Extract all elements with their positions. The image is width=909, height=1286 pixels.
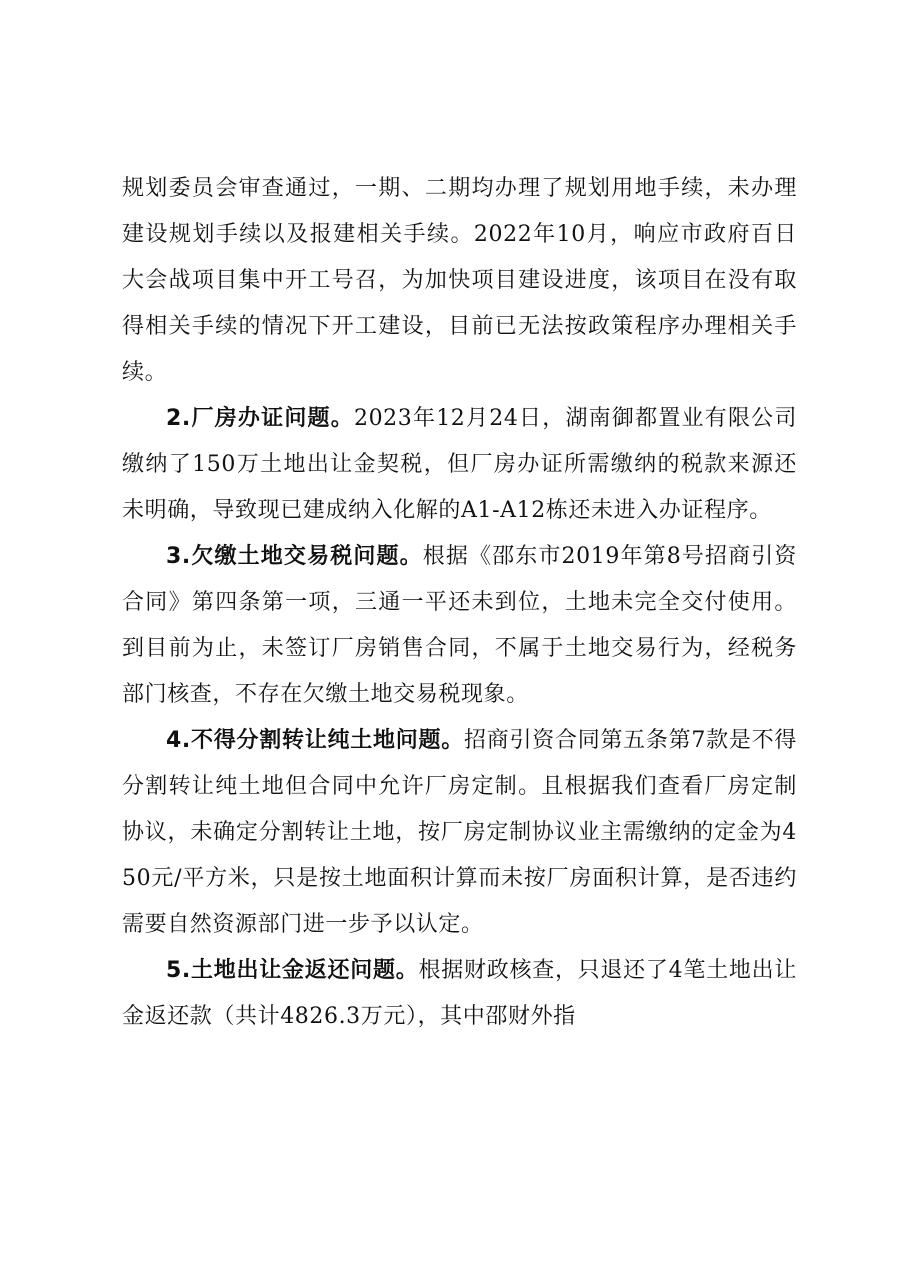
paragraph-text: 根据《邵东市2019年第8号招商引资合同》第四条第一项，三通一平还未到位，土地未完全交付使用。到目前为止，未签订厂房销售合同，不属于土地交易行为，经税务部门核查，不存在欠缴土地交易税现象。 — [122, 544, 797, 707]
paragraph-heading: 2.厂房办证问题。 — [166, 406, 354, 431]
paragraph-text: 招商引资合同第五条第7款是不得分割转让纯土地但合同中允许厂房定制。且根据我们查看厂房定制协议，未确定分割转让土地，按厂房定制协议业主需缴纳的定金为450元/平方米，只是按土地面积计算而未按厂房面积计算，是否违约需要自然资源部门进一步予以认定。 — [122, 728, 798, 937]
paragraph-text: 规划委员会审查通过，一期、二期均办理了规划用地手续，未办理建设规划手续以及报建相关手续。2022年10月，响应市政府百日大会战项目集中开工号召，为加快项目建设进度，该项目在没有取得相关手续的情况下开工建设，目前已无法按政策程序办理相关手续。 — [122, 176, 797, 385]
paragraph-5-land-fee-refund — [122, 948, 797, 1040]
paragraph-heading: 5.土地出让金返还问题。 — [166, 958, 419, 983]
paragraph-text: 2023年12月24日，湖南御都置业有限公司缴纳了150万土地出让金契税，但厂房办证所需缴纳的税款来源还未明确，导致现已建成纳入化解的A1-A12栋还未进入办证程序。 — [122, 406, 797, 523]
paragraph-2-factory-certificate — [122, 396, 797, 534]
document-body — [122, 166, 797, 1040]
paragraph-text: 根据财政核查，只退还了4笔土地出让金返还款（共计4826.3万元），其中邵财外指 — [122, 958, 797, 1029]
paragraph-continuation — [122, 166, 797, 396]
paragraph-heading: 3.欠缴土地交易税问题。 — [166, 544, 423, 569]
paragraph-heading: 4.不得分割转让纯土地问题。 — [166, 728, 464, 753]
paragraph-4-land-split-transfer — [122, 718, 797, 948]
paragraph-3-land-transaction-tax — [122, 534, 797, 718]
